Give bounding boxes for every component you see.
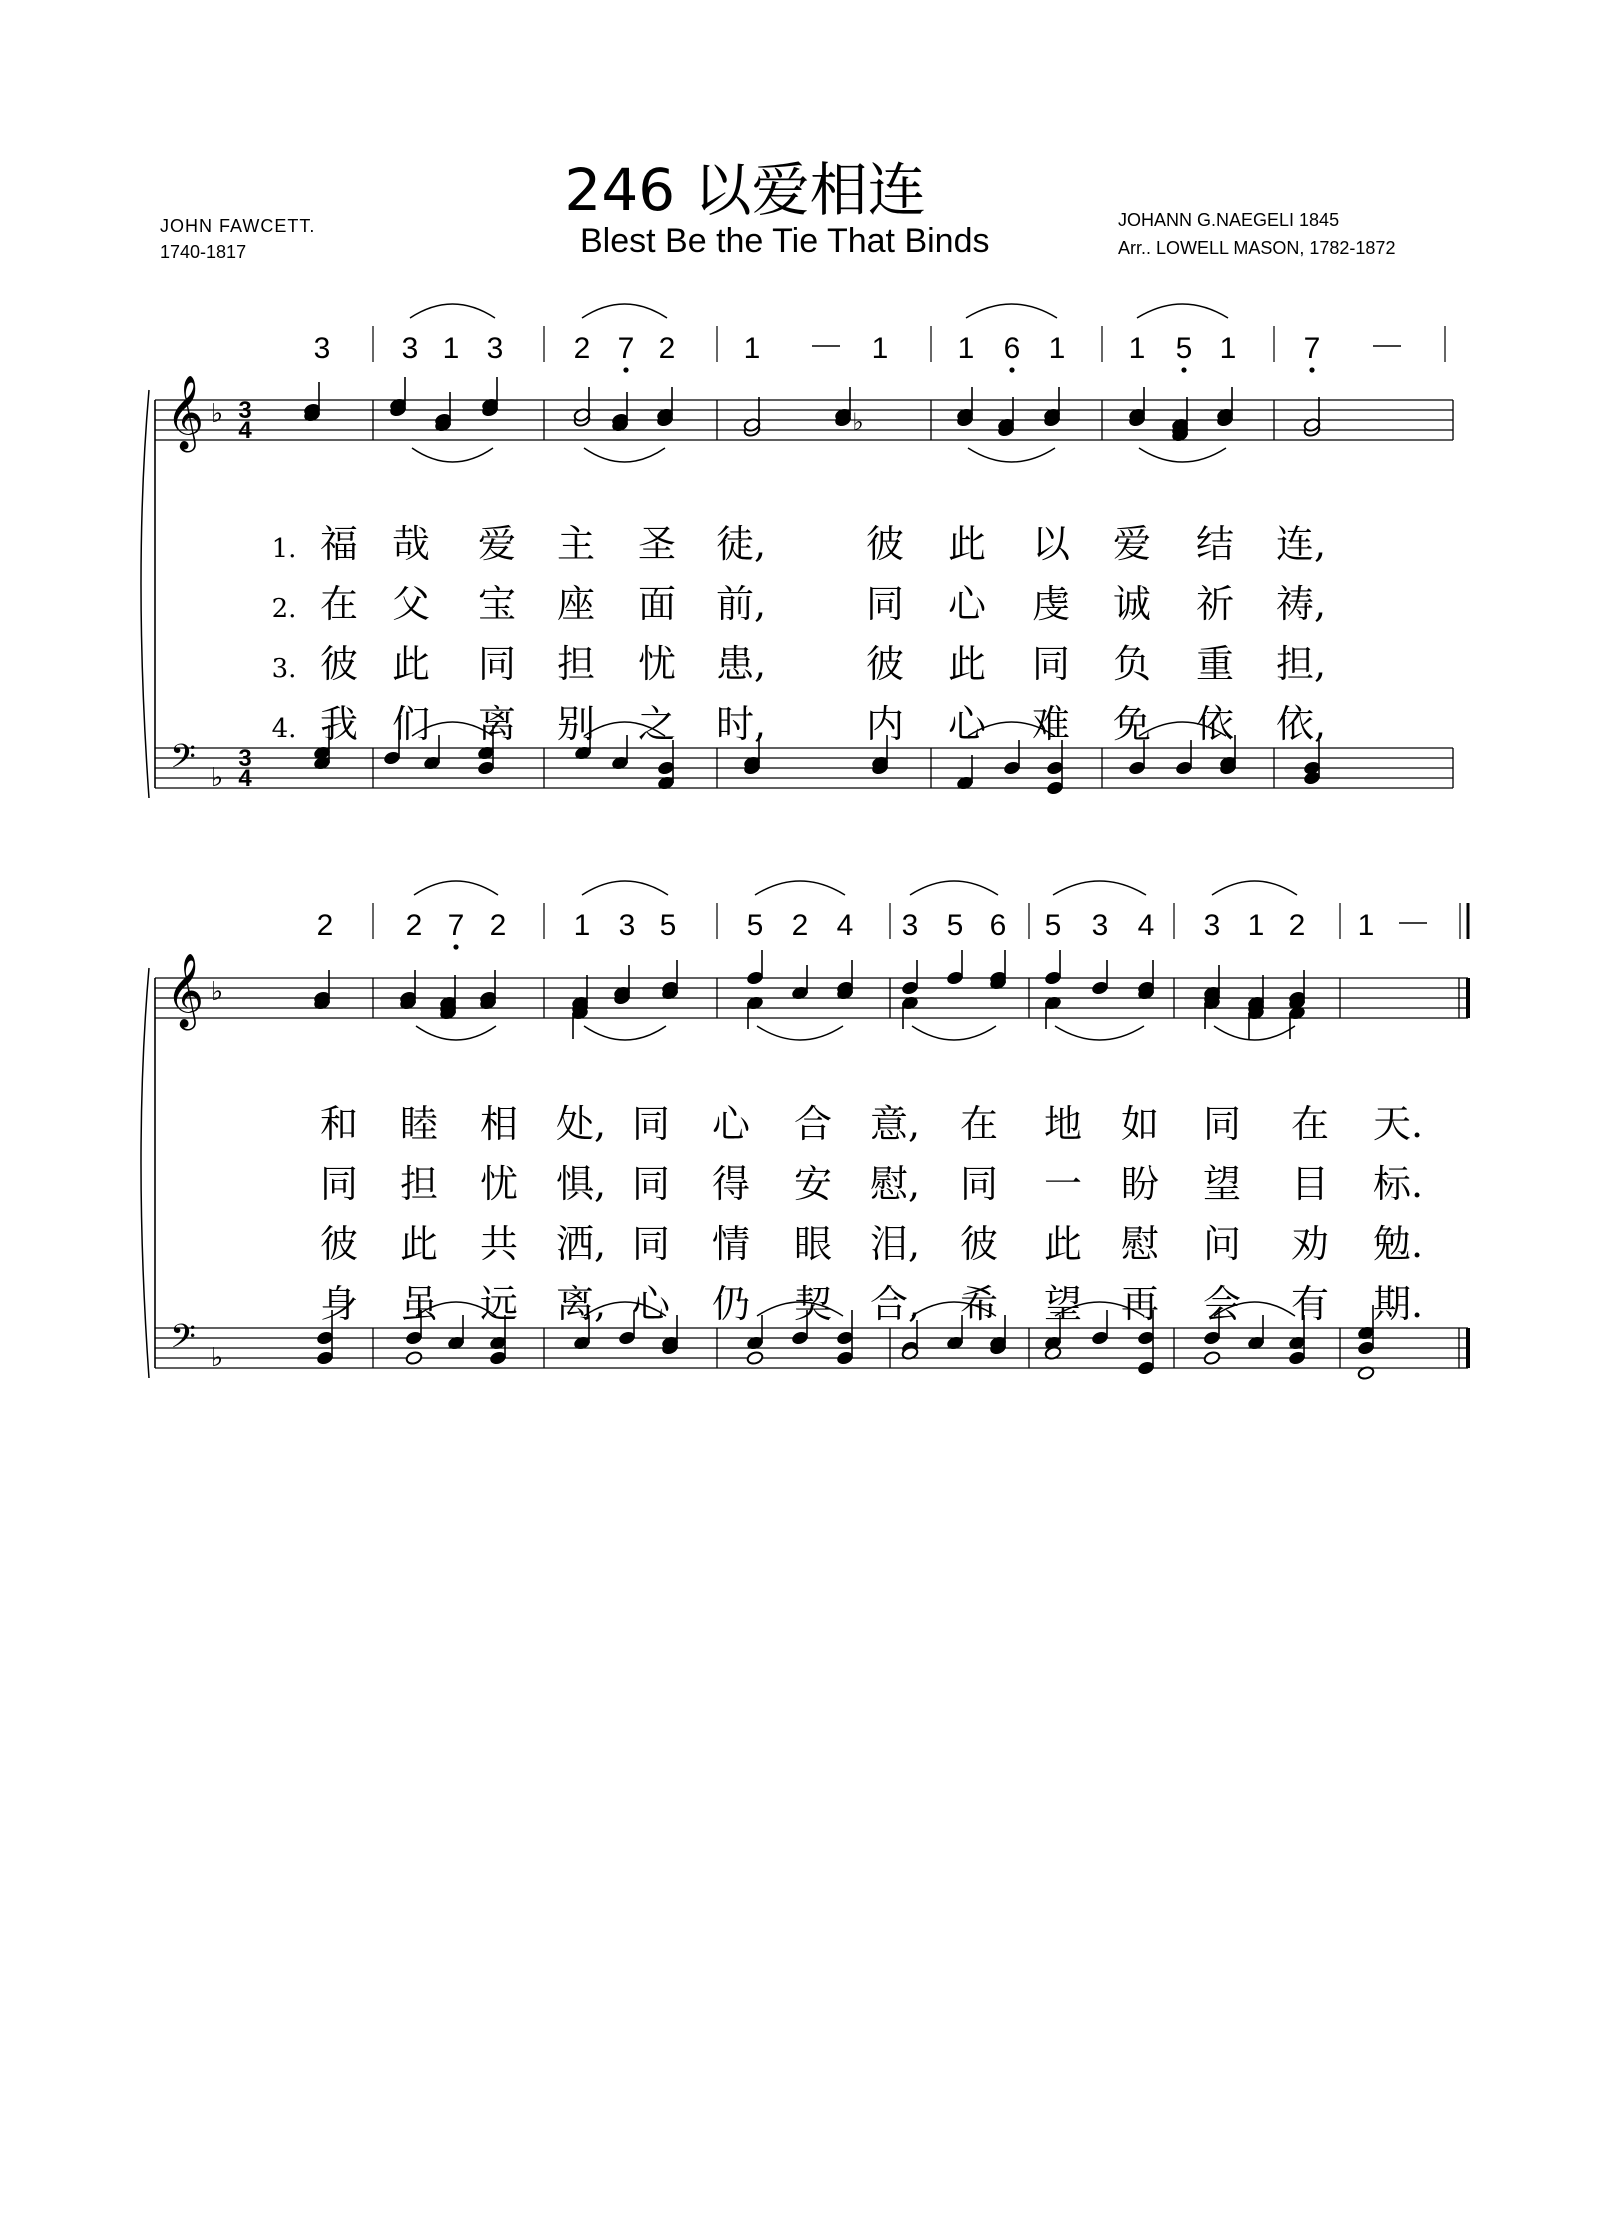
lyric-syllable: 担 xyxy=(400,1162,439,1206)
lyric-syllable: 结 xyxy=(1196,522,1235,566)
lyric-syllable: 主 xyxy=(557,522,596,566)
note-head xyxy=(316,1331,334,1346)
lyric-syllable: 负 xyxy=(1113,642,1152,686)
jianpu-digit: 6 xyxy=(1003,332,1021,365)
lyric-syllable: 勉. xyxy=(1373,1222,1424,1266)
lyric-syllable: 泪, xyxy=(870,1222,921,1266)
lyric-syllable: 心 xyxy=(948,702,987,746)
lyric-syllable: 身 xyxy=(320,1282,359,1326)
lyric-syllable: 彼 xyxy=(866,642,905,686)
lyric-syllable: 标. xyxy=(1373,1162,1424,1206)
note-head xyxy=(1046,781,1064,796)
jianpu-low-dot xyxy=(1009,367,1014,372)
lyric-syllable: 天. xyxy=(1373,1102,1424,1146)
note-head xyxy=(657,761,675,776)
slur xyxy=(412,448,493,462)
lyric-syllable: 盼 xyxy=(1121,1162,1160,1206)
jianpu-digit: 3 xyxy=(1091,909,1109,942)
slur xyxy=(1055,1026,1144,1040)
lyric-syllable: 合 xyxy=(794,1102,833,1146)
jianpu-low-dot xyxy=(453,944,458,949)
lyricist-years: 1740-1817 xyxy=(160,242,247,262)
note-head xyxy=(405,1351,423,1366)
jianpu-digit: 7 xyxy=(447,909,465,942)
jianpu-digit: 6 xyxy=(989,909,1007,942)
lyric-syllable: 同 xyxy=(320,1162,359,1206)
lyric-syllable: 情 xyxy=(712,1222,751,1266)
jianpu-digit: 3 xyxy=(486,332,504,365)
lyric-syllable: 希 xyxy=(960,1282,999,1326)
slur xyxy=(912,1026,996,1040)
note-head xyxy=(901,981,919,996)
lyric-syllable: 同 xyxy=(866,582,905,626)
lyric-syllable: 座 xyxy=(557,582,596,626)
jianpu-digit: 1 xyxy=(743,332,761,365)
jianpu-low-dot xyxy=(1309,367,1314,372)
lyric-syllable: 合, xyxy=(870,1282,921,1326)
lyric-syllable: 面 xyxy=(638,582,677,626)
lyric-syllable: 意, xyxy=(870,1102,921,1146)
lyric-syllable: 在 xyxy=(960,1102,999,1146)
lyric-syllable: 宝 xyxy=(478,582,517,626)
lyric-syllable: 此 xyxy=(1044,1222,1083,1266)
time-signature-top: 3 xyxy=(238,397,252,424)
system-brace xyxy=(141,968,149,1378)
lyric-syllable: 心 xyxy=(948,582,987,626)
jianpu-digit: 3 xyxy=(901,909,919,942)
lyric-syllable: 问 xyxy=(1203,1222,1242,1266)
lyric-syllable: 处, xyxy=(556,1102,607,1146)
lyric-syllable: 会 xyxy=(1203,1282,1242,1326)
composer-name: JOHANN G.NAEGELI 1845 xyxy=(1118,210,1340,230)
lyric-syllable: 彼 xyxy=(866,522,905,566)
jianpu-digit: 2 xyxy=(316,909,334,942)
lyric-syllable: 此 xyxy=(948,642,987,686)
slur xyxy=(414,881,498,895)
lyric-syllable: 同 xyxy=(478,642,517,686)
lyric-syllable: 远 xyxy=(480,1282,519,1326)
lyric-syllable: 徒, xyxy=(716,522,767,566)
note-head xyxy=(618,1331,636,1346)
slur xyxy=(1139,448,1226,462)
jianpu-digit: 1 xyxy=(957,332,975,365)
flat-accidental: ♭ xyxy=(852,409,864,436)
note-head xyxy=(1137,1331,1155,1346)
treble-staff xyxy=(155,978,1468,1018)
lyric-syllable: 在 xyxy=(1291,1102,1330,1146)
lyric-syllable: 安 xyxy=(794,1162,833,1206)
lyric-syllable: 们 xyxy=(392,702,431,746)
lyric-syllable: 同 xyxy=(960,1162,999,1206)
note-head xyxy=(836,1331,854,1346)
jianpu-digit: 1 xyxy=(573,909,591,942)
lyric-syllable: 离, xyxy=(556,1282,607,1326)
lyric-syllable: 离 xyxy=(478,702,517,746)
lyric-syllable: 慰, xyxy=(870,1162,921,1206)
slur xyxy=(584,1026,666,1040)
jianpu-digit: 1 xyxy=(871,332,889,365)
flat-key-signature: ♭ xyxy=(210,398,224,428)
lyric-syllable: 别 xyxy=(557,702,596,746)
lyric-syllable: 爱 xyxy=(478,522,517,566)
lyric-syllable: 地 xyxy=(1044,1102,1083,1146)
lyric-syllable: 难 xyxy=(1032,702,1071,746)
note-head xyxy=(477,761,495,776)
lyric-syllable: 同 xyxy=(632,1162,671,1206)
lyric-syllable: 心 xyxy=(632,1282,671,1326)
jianpu-digit: 5 xyxy=(659,909,677,942)
lyric-syllable: 再 xyxy=(1121,1282,1160,1326)
lyricist-name: JOHN FAWCETT. xyxy=(160,216,316,236)
jianpu-digit: 7 xyxy=(617,332,635,365)
lyric-syllable: 我 xyxy=(320,702,359,746)
lyric-syllable: 洒, xyxy=(556,1222,607,1266)
verse-number: 1. xyxy=(271,534,297,564)
jianpu-digit: 1 xyxy=(1219,332,1237,365)
lyric-syllable: 契 xyxy=(794,1282,833,1326)
note-head xyxy=(1091,981,1109,996)
lyric-syllable: 此 xyxy=(400,1222,439,1266)
verse-number: 4. xyxy=(271,714,297,744)
note-head xyxy=(1357,1341,1375,1356)
note-head xyxy=(746,971,764,986)
jianpu-digit: 2 xyxy=(658,332,676,365)
lyric-syllable: 担, xyxy=(1276,642,1327,686)
lyric-syllable: 同 xyxy=(1032,642,1071,686)
jianpu-digit: 5 xyxy=(1175,332,1193,365)
note-head xyxy=(1046,761,1064,776)
jianpu-low-dot xyxy=(623,367,628,372)
lyric-syllable: 彼 xyxy=(960,1222,999,1266)
lyric-syllable: 父 xyxy=(392,582,431,626)
lyric-syllable: 前, xyxy=(716,582,767,626)
jianpu-digit: 3 xyxy=(1203,909,1221,942)
jianpu-digit: 5 xyxy=(746,909,764,942)
lyric-syllable: 同 xyxy=(632,1102,671,1146)
lyric-syllable: 爱 xyxy=(1113,522,1152,566)
lyric-syllable: 一 xyxy=(1044,1162,1083,1206)
note-head xyxy=(1003,761,1021,776)
lyric-syllable: 眼 xyxy=(794,1222,833,1266)
note-head xyxy=(746,1351,764,1366)
slur xyxy=(1212,881,1297,895)
jianpu-digit: 3 xyxy=(618,909,636,942)
jianpu-digit: 1 xyxy=(442,332,460,365)
treble-clef: 𝄞 xyxy=(166,376,204,448)
lyric-syllable: 哉 xyxy=(392,522,431,566)
jianpu-digit: 3 xyxy=(313,332,331,365)
flat-key-signature: ♭ xyxy=(210,1342,224,1372)
jianpu-digit: 1 xyxy=(1048,332,1066,365)
lyric-syllable: 惧, xyxy=(556,1162,607,1206)
jianpu-digit: 1 xyxy=(1128,332,1146,365)
slur xyxy=(582,881,668,895)
slur xyxy=(910,881,998,895)
lyric-syllable: 在 xyxy=(320,582,359,626)
lyric-syllable: 共 xyxy=(480,1222,519,1266)
note-head xyxy=(1303,761,1321,776)
time-signature-bottom: 4 xyxy=(238,417,252,444)
lyric-syllable: 仍 xyxy=(712,1282,751,1326)
lyric-syllable: 期. xyxy=(1373,1282,1424,1326)
lyric-syllable: 重 xyxy=(1196,642,1235,686)
verse-number: 2. xyxy=(271,594,297,624)
note-head xyxy=(1137,1361,1155,1376)
system-brace xyxy=(141,390,149,798)
jianpu-digit: 5 xyxy=(1044,909,1062,942)
note-head xyxy=(383,751,401,766)
lyric-syllable: 患, xyxy=(716,642,767,686)
slur xyxy=(757,1026,843,1040)
note-head xyxy=(836,1351,854,1366)
slur xyxy=(755,881,845,895)
note-head xyxy=(1091,1331,1109,1346)
slur xyxy=(1137,304,1228,318)
lyric-syllable: 望 xyxy=(1044,1282,1083,1326)
bass-clef: 𝄢 xyxy=(170,739,196,783)
lyric-syllable: 忧 xyxy=(638,642,677,686)
lyric-syllable: 得 xyxy=(712,1162,751,1206)
lyric-syllable: 如 xyxy=(1121,1102,1160,1146)
note-head xyxy=(1175,761,1193,776)
bass-staff xyxy=(155,1328,1468,1368)
jianpu-digit: 2 xyxy=(1288,909,1306,942)
note-head xyxy=(946,971,964,986)
lyric-syllable: 依 xyxy=(1196,702,1235,746)
lyric-syllable: 以 xyxy=(1032,522,1071,566)
time-signature-top: 3 xyxy=(238,745,252,772)
note-head xyxy=(405,1331,423,1346)
jianpu-digit: 1 xyxy=(1247,909,1265,942)
lyric-syllable: 睦 xyxy=(400,1102,439,1146)
lyric-syllable: 同 xyxy=(632,1222,671,1266)
note-head xyxy=(1044,971,1062,986)
lyric-syllable: 连, xyxy=(1276,522,1327,566)
lyric-syllable: 祷, xyxy=(1276,582,1327,626)
lyric-syllable: 虔 xyxy=(1032,582,1071,626)
flat-key-signature: ♭ xyxy=(210,976,224,1006)
jianpu-digit: 2 xyxy=(405,909,423,942)
jianpu-digit: 2 xyxy=(791,909,809,942)
lyric-syllable: 劝 xyxy=(1291,1222,1330,1266)
lyric-syllable: 相 xyxy=(480,1102,519,1146)
slur xyxy=(584,448,665,462)
hymn-title: 246 以爱相连 xyxy=(564,156,926,224)
lyric-syllable: 彼 xyxy=(320,642,359,686)
jianpu-digit: 7 xyxy=(1303,332,1321,365)
flat-key-signature: ♭ xyxy=(210,762,224,792)
jianpu-digit: 5 xyxy=(946,909,964,942)
lyric-syllable: 同 xyxy=(1203,1102,1242,1146)
lyric-syllable: 慰 xyxy=(1121,1222,1160,1266)
note-head xyxy=(1288,1351,1306,1366)
note-head xyxy=(1203,1331,1221,1346)
lyric-syllable: 心 xyxy=(712,1102,751,1146)
jianpu-digit: 2 xyxy=(489,909,507,942)
lyric-syllable: 虽 xyxy=(400,1282,439,1326)
note-head xyxy=(316,1351,334,1366)
time-signature-bottom: 4 xyxy=(238,765,252,792)
lyric-syllable: 此 xyxy=(948,522,987,566)
slur xyxy=(410,304,495,318)
jianpu-digit: 4 xyxy=(1137,909,1155,942)
lyric-syllable: 目 xyxy=(1291,1162,1330,1206)
jianpu-digit: 1 xyxy=(1357,909,1375,942)
lyric-syllable: 此 xyxy=(392,642,431,686)
bass-staff xyxy=(155,748,1453,788)
verse-number: 3. xyxy=(271,654,297,684)
lyric-syllable: 祈 xyxy=(1196,582,1235,626)
treble-staff xyxy=(155,400,1453,440)
lyric-syllable: 忧 xyxy=(480,1162,519,1206)
lyric-syllable: 望 xyxy=(1203,1162,1242,1206)
note-head xyxy=(1203,1351,1221,1366)
slur xyxy=(416,1026,496,1040)
lyric-syllable: 依, xyxy=(1276,702,1327,746)
lyric-syllable: 担 xyxy=(557,642,596,686)
treble-clef: 𝄞 xyxy=(166,954,204,1026)
bass-clef: 𝄢 xyxy=(170,1319,196,1363)
hymn-english-title: Blest Be the Tie That Binds xyxy=(580,222,990,260)
lyric-syllable: 福 xyxy=(320,522,359,566)
slur xyxy=(968,448,1055,462)
lyric-syllable: 内 xyxy=(866,702,905,746)
jianpu-digit: 3 xyxy=(401,332,419,365)
note-head xyxy=(791,1331,809,1346)
arranger-credit: Arr.. LOWELL MASON, 1782-1872 xyxy=(1118,238,1396,258)
slur xyxy=(582,304,667,318)
note-head xyxy=(489,1351,507,1366)
slur xyxy=(966,304,1057,318)
lyric-syllable: 有 xyxy=(1291,1282,1330,1326)
lyric-syllable: 彼 xyxy=(320,1222,359,1266)
lyric-syllable: 时, xyxy=(716,702,767,746)
slur xyxy=(1053,881,1146,895)
slur xyxy=(1214,1026,1295,1040)
jianpu-digit: 4 xyxy=(836,909,854,942)
lyric-syllable: 圣 xyxy=(638,522,677,566)
jianpu-digit: 2 xyxy=(573,332,591,365)
lyric-syllable: 之 xyxy=(638,702,677,746)
lyric-syllable: 和 xyxy=(320,1102,359,1146)
note-head xyxy=(1128,761,1146,776)
lyric-syllable: 免 xyxy=(1113,702,1152,746)
lyric-syllable: 诚 xyxy=(1113,582,1152,626)
jianpu-low-dot xyxy=(1181,367,1186,372)
